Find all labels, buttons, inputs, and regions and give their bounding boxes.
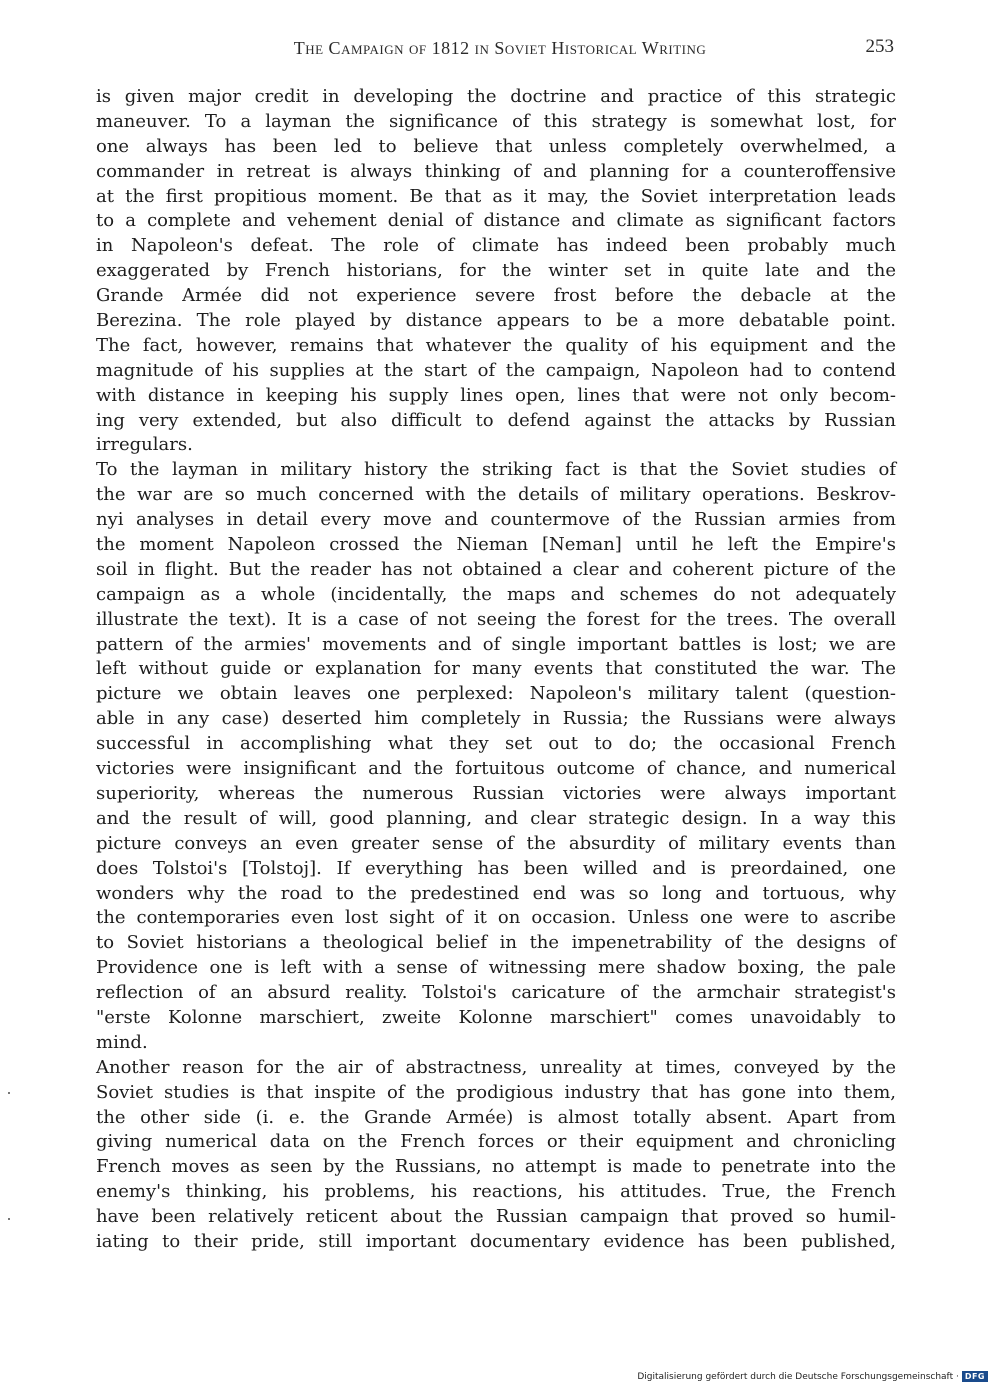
text-line: mind. [96,1031,148,1053]
text-line: the other side (i. e. the Grande Armée) is almost totally absent. Apart from [96,1106,896,1128]
body-text [96,85,896,1255]
text-line: the moment Napoleon crossed the Nieman [Neman] until he left the Empire's [96,534,896,556]
text-line: To the layman in military history the striking fact is that the Soviet studies of [96,459,896,481]
text-line: Berezina. The role played by distance appears to be a more debatable point. [96,310,896,332]
text-line: campaign as a whole (incidentally, the maps and schemes do not adequately [96,583,896,605]
text-line: picture conveys an even greater sense of the absurdity of military events than [96,832,896,854]
text-line: superiority, whereas the numerous Russian victories were always important [96,782,896,804]
text-line: soil in flight. But the reader has not obtained a clear and coherent picture of the [96,558,896,580]
text-line: irregulars. [96,434,193,456]
text-line: with distance in keeping his supply lines open, lines that were not only becom- [96,384,896,406]
text-line: the contemporaries even lost sight of it on occasion. Unless one were to ascribe [96,907,896,929]
text-line: one always has been led to believe that unless completely overwhelmed, a [96,135,896,157]
text-line: illustrate the text). It is a case of not seeing the forest for the trees. The overall [96,608,896,630]
text-line: ing very extended, but also difficult to defend against the attacks by Russian [96,409,896,431]
text-line: Another reason for the air of abstractness, unreality at times, conveyed by the [96,1056,896,1078]
text-line: to a complete and vehement denial of distance and climate as significant factors [96,210,896,232]
text-line: the war are so much concerned with the details of military operations. Beskrov- [96,484,896,506]
text-line: in Napoleon's defeat. The role of climate has indeed been probably much [96,235,896,257]
text-line: to Soviet historians a theological belief in the impenetrability of the designs of [96,932,896,954]
text-line: successful in accomplishing what they set out to do; the occasional French [96,733,896,755]
text-line: "erste Kolonne marschiert, zweite Kolonne marschiert" comes unavoidably to [96,1006,896,1028]
text-line: reflection of an absurd reality. Tolstoi's caricature of the armchair strategist's [96,982,896,1004]
text-line: able in any case) deserted him completely in Russia; the Russians were always [96,708,896,730]
text-line: Grande Armée did not experience severe frost before the debacle at the [96,285,896,307]
digitization-credit [637,1371,988,1382]
scan-speck [8,1092,10,1094]
text-line: pattern of the armies' movements and of single important battles is lost; we are [96,633,896,655]
text-line: at the first propitious moment. Be that as it may, the Soviet interpretation leads [96,185,896,207]
text-line: victories were insignificant and the fortuitous outcome of chance, and numerical [96,758,896,780]
text-line: wonders why the road to the predestined end was so long and tortuous, why [96,882,896,904]
text-line: giving numerical data on the French forces or their equipment and chronicling [96,1131,896,1153]
running-title: The Campaign of 1812 in Soviet Historical Writing [293,38,707,58]
text-line: Soviet studies is that inspite of the prodigious industry that has gone into them, [96,1081,896,1103]
text-line: and the result of will, good planning, and clear strategic design. In a way this [96,807,896,829]
text-line: enemy's thinking, his problems, his reactions, his attitudes. True, the French [96,1181,896,1203]
text-line: commander in retreat is always thinking of and planning for a counteroffensive [96,160,896,182]
text-line: French moves as seen by the Russians, no attempt is made to penetrate into the [96,1156,896,1178]
text-line: maneuver. To a layman the significance of this strategy is somewhat lost, for [96,110,896,132]
text-line: have been relatively reticent about the Russian campaign that proved so humil- [96,1206,896,1228]
text-line: left without guide or explanation for many events that constituted the war. The [96,658,896,680]
text-line: iating to their pride, still important documentary evidence has been published, [96,1230,896,1252]
text-line: is given major credit in developing the doctrine and practice of this strategic [96,86,896,107]
dfg-logo-icon: DFG [962,1371,988,1382]
credit-text: Digitalisierung gefördert durch die Deutsche Forschungsgemeinschaft · [637,1371,959,1382]
text-line: Providence one is left with a sense of witnessing mere shadow boxing, the pale [96,957,896,979]
text-line: picture we obtain leaves one perplexed: Napoleon's military talent (question- [96,683,896,705]
text-line: nyi analyses in detail every move and countermove of the Russian armies from [96,509,896,531]
text-line: exaggerated by French historians, for the winter set in quite late and the [96,260,896,282]
text-line: The fact, however, remains that whatever the quality of his equipment and the [96,334,896,356]
page-number: 253 [865,36,894,57]
text-line: does Tolstoi's [Tolstoj]. If everything has been willed and is preordained, one [96,857,896,879]
scan-speck [8,1218,10,1220]
text-line: magnitude of his supplies at the start of the campaign, Napoleon had to contend [96,359,896,381]
